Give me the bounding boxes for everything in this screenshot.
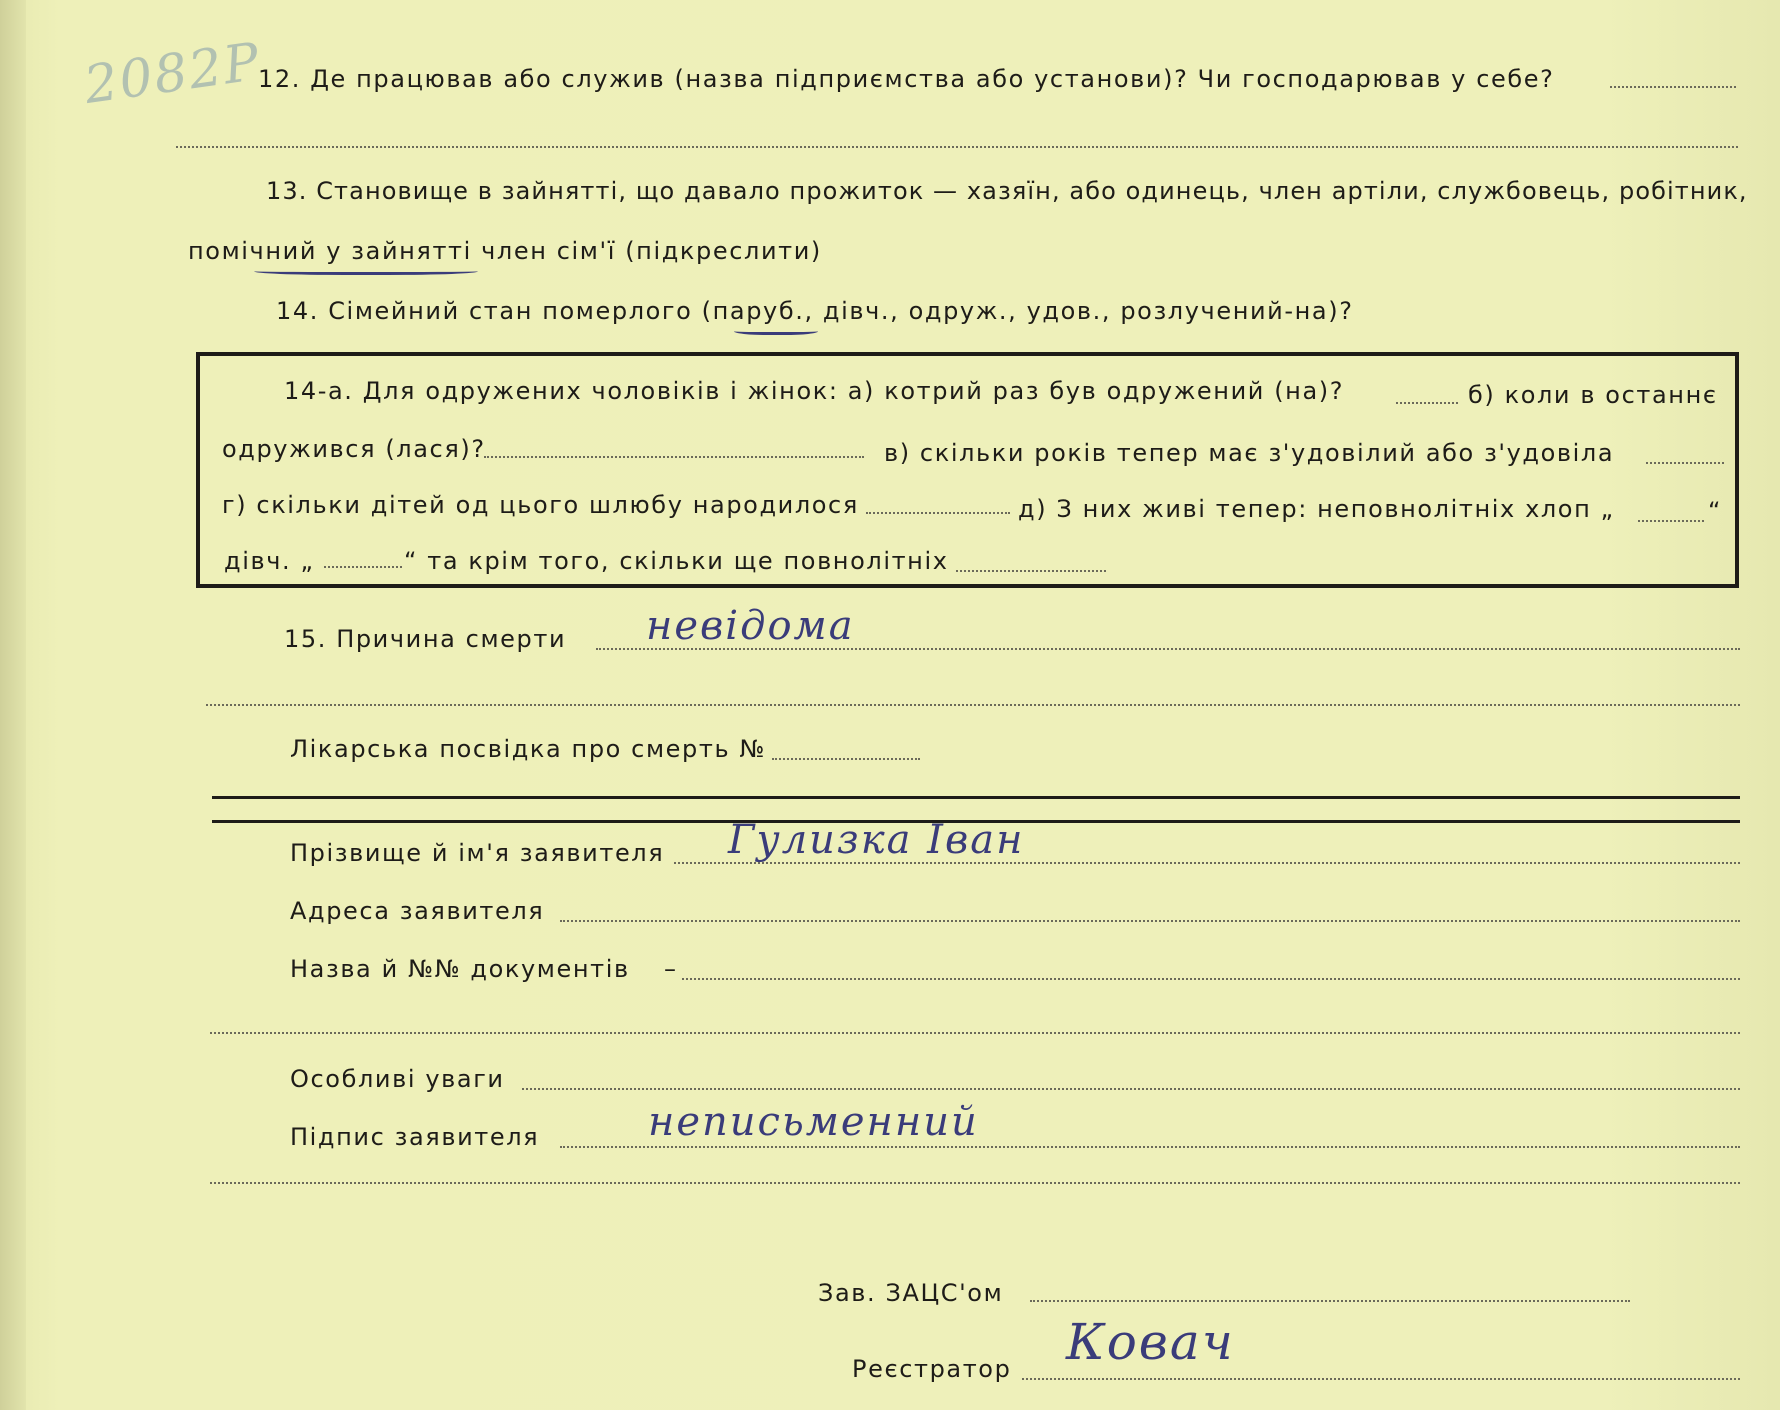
q15-cause-handwritten: невідома [646,603,855,649]
q14a-line4-label: дівч. „ [224,547,315,575]
page-binding-edge [0,0,26,1410]
registrar-signature-field[interactable] [1022,1378,1740,1380]
q13-underline-mark [254,266,478,275]
q14a-line2-label-b: в) скільки років тепер має з'удовілий або з'удовіла [884,439,1615,467]
applicant-address-field[interactable] [560,920,1740,922]
zags-head-signature-field[interactable] [1030,1300,1630,1302]
applicant-name-label: Прізвище й ім'я заявителя [290,839,665,867]
q14a-last-married-field[interactable] [484,456,864,458]
q14a-widowed-years-field[interactable] [1646,462,1724,464]
q14a-line3-label-b: д) З них живі тепер: неповнолітніх хлоп „ [1018,495,1615,523]
medical-certificate-label: Лікарська посвідка про смерть № [290,735,766,763]
q13-label-line1: 13. Становище в зайнятті, що давало прожиток — хазяїн, або одинець, член артіли, службовець, робітник, [266,177,1748,205]
special-notes-label: Особливі уваги [290,1065,505,1093]
q14a-line1-label: 14-а. Для одружених чоловіків і жінок: а) котрий раз був одружений (на)? [284,377,1345,405]
applicant-signature-handwritten: неписьменний [648,1099,979,1145]
margin-note: 2082Р [80,31,265,117]
documents-value: – [664,955,678,983]
q14-label: 14. Сімейний стан померлого (паруб., дівч., одруж., удов., розлучений-на)? [276,297,1354,325]
zags-head-label: Зав. ЗАЦС'ом [818,1279,1004,1307]
q14a-line3-label: г) скільки дітей од цього шлюбу народилося [222,491,859,519]
q14a-adults-field[interactable] [956,570,1106,572]
registrar-label: Реєстратор [852,1355,1012,1383]
q14-underline-mark [734,326,818,335]
medical-certificate-number-field[interactable] [772,758,920,760]
separator-rule-top [212,796,1740,799]
q14a-line2-label: одружився (лася)? [222,435,486,463]
q14a-line4-label-b: “ та крім того, скільки ще повнолітніх [404,547,949,575]
q14a-close-quote: “ [1708,497,1723,525]
q14a-children-born-field[interactable] [866,512,1010,514]
q14a-minor-girls-field[interactable] [324,566,402,568]
applicant-address-label: Адреса заявителя [290,897,545,925]
applicant-name-handwritten: Гулизка Іван [728,817,1025,863]
q15-answer-line-2[interactable] [206,704,1740,706]
q14a-minor-boys-field[interactable] [1638,520,1704,522]
q12-answer-line[interactable] [1610,86,1736,88]
q13-label-line2: помічний у зайнятті член сім'ї (підкреслити) [188,237,822,265]
documents-label: Назва й №№ документів [290,955,630,983]
q14a-times-married-field[interactable] [1396,402,1458,404]
applicant-signature-field-2[interactable] [210,1182,1740,1184]
applicant-signature-label: Підпис заявителя [290,1123,540,1151]
q12-label: 12. Де працював або служив (назва підприємства або установи)? Чи господарював у себе? [258,65,1555,93]
q14a-line1-label-b: б) коли в останнє [1468,381,1718,409]
registrar-signature-handwritten: Ковач [1066,1313,1235,1371]
q12-answer-line-2[interactable] [176,146,1738,148]
special-notes-field[interactable] [522,1088,1740,1090]
documents-field[interactable] [682,978,1740,980]
documents-field-2[interactable] [210,1032,1740,1034]
q15-label: 15. Причина смерти [284,625,567,653]
applicant-signature-field[interactable] [560,1146,1740,1148]
